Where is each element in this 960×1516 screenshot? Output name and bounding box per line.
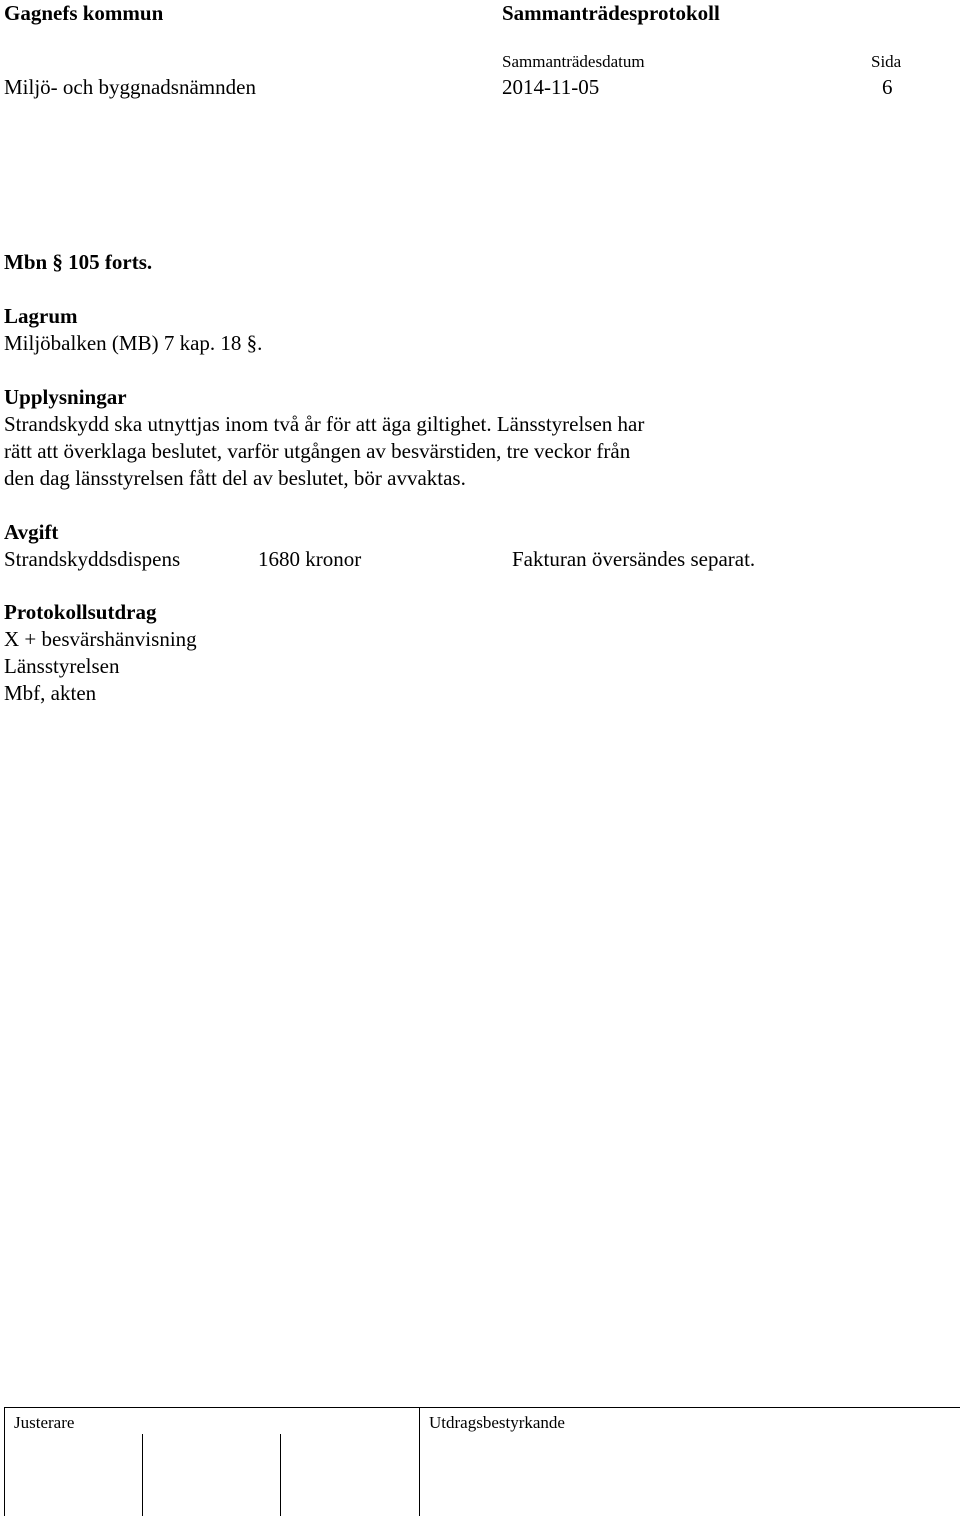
case-heading: Mbn § 105 forts.	[4, 250, 153, 274]
recipient-item: Mbf, akten	[4, 681, 97, 705]
section-lagrum	[4, 303, 262, 357]
recipient-item: X + besvärshänvisning	[4, 627, 197, 651]
page-label: Sida	[871, 52, 902, 71]
section-avgift	[4, 519, 954, 573]
committee-name: Miljö- och byggnadsnämnden	[4, 75, 256, 99]
meeting-date-label: Sammanträdesdatum	[502, 52, 645, 71]
fee-note: Fakturan översändes separat.	[512, 547, 756, 571]
lagrum-text: Miljöbalken (MB) 7 kap. 18 §.	[4, 331, 263, 355]
utdragsbestyrkande-label: Utdragsbestyrkande	[429, 1413, 565, 1432]
footer-divider	[4, 1408, 5, 1516]
fee-row	[4, 546, 954, 573]
upplysningar-line: rätt att överklaga beslutet, varför utgången av besvärstiden, tre veckor från	[4, 439, 631, 463]
upplysningar-line: Strandskydd ska utnyttjas inom två år för att äga giltighet. Länsstyrelsen har	[4, 412, 645, 436]
signature-slot-divider	[142, 1434, 143, 1516]
document-title: Sammanträdesprotokoll	[502, 1, 720, 25]
signature-footer	[4, 1407, 960, 1516]
organization-name: Gagnefs kommun	[4, 1, 164, 25]
fee-item: Strandskyddsdispens	[4, 547, 181, 571]
lagrum-heading: Lagrum	[4, 304, 78, 328]
recipient-item: Länsstyrelsen	[4, 654, 120, 678]
upplysningar-heading: Upplysningar	[4, 385, 127, 409]
section-upplysningar	[4, 384, 644, 492]
avgift-heading: Avgift	[4, 520, 59, 544]
upplysningar-line: den dag länsstyrelsen fått del av beslutet, bör avvaktas.	[4, 466, 466, 490]
meeting-date: 2014-11-05	[502, 75, 600, 99]
signature-slot-divider	[280, 1434, 281, 1516]
fee-amount: 1680 kronor	[258, 547, 362, 571]
section-protokollsutdrag	[4, 599, 197, 707]
justerare-label: Justerare	[14, 1413, 75, 1432]
protokollsutdrag-heading: Protokollsutdrag	[4, 600, 157, 624]
footer-divider	[419, 1408, 420, 1516]
page-number: 6	[882, 75, 893, 99]
